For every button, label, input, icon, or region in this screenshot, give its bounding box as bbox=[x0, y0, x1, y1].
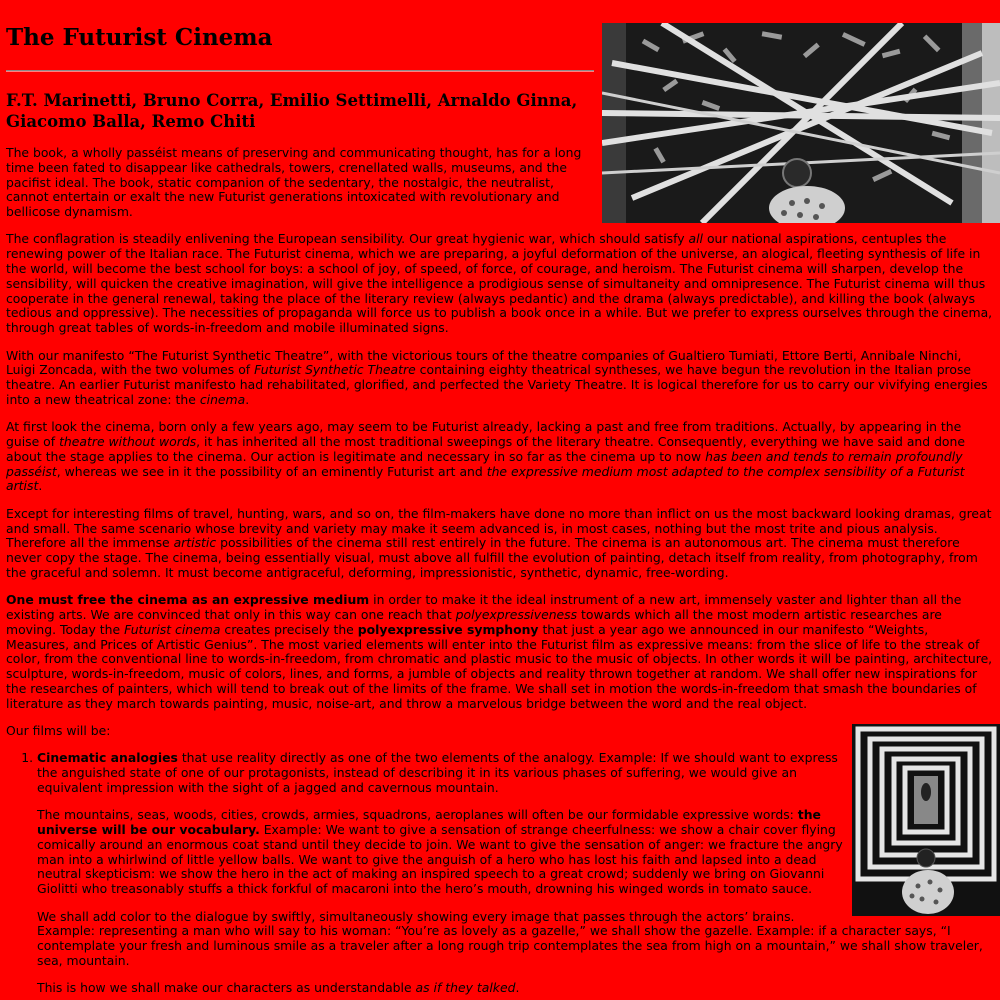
paragraph-6: One must free the cinema as an expressive medium in order to make it the ideal instrument of a new art, immensely vaster and lighter than all the existing arts. We are convinced that only in this way can one reach that polyexpressiveness towards which all the most modern artistic researches are moving. Today the Futurist cinema creates precisely the polyexpressive symphony that just a year ago we announced in our manifesto “Weights, Measures, and Prices of Artistic Genius”. The most varied elements will enter into the Futurist film as expressive means: from the slice of life to the streak of color, from the conventional line to words-in-freedom, from chromatic and plastic music to the music of objects. In other words it will be painting, architecture, sculpture, words-in-freedom, music of colors, lines, and forms, a jumble of objects and reality thrown together at random. We shall offer new inspirations for the researches of painters, which will tend to break out of the limits of the frame. We shall set in motion the words-in-freedom that smash the boundaries of literature as they march towards painting, music, noise-art, and throw a marvelous bridge between the word and the real object. bbox=[6, 592, 993, 711]
paragraph-3: With our manifesto “The Futurist Synthetic Theatre”, with the victorious tours of the theatre companies of Gualtiero Tumiati, Ettore Berti, Annibale Ninchi, Luigi Zoncada, with the two volumes of Futurist Synthetic Theatre containing eighty theatrical syntheses, we have begun the revolution in the Italian prose theatre. An earlier Futurist manifesto had rehabilitated, glorified, and perfected the Variety Theatre. It is logical therefore for us to carry our vivifying energies into a new theatrical zone: the cinema. bbox=[6, 347, 988, 407]
list-item-paragraph-4: This is how we shall make our characters as understandable as if they talked. bbox=[37, 980, 520, 996]
list-item-paragraph-2: The mountains, seas, woods, cities, crowds, armies, squadrons, aeroplanes will often be our formidable expressive words: the universe will be our vocabulary. Example: We want to give a sensation of strange cheerfulness: we show a chair cover flying comically around an enormous coat stand until they decide to join. We want to give the sensation of anger: we fracture the angry man into a whirlwind of little yellow balls. We want to give the anguish of a hero who has lost his faith and lapsed into a dead neutral skepticism: we show the hero in the act of making an inspired speech to a great crowd; suddenly we bring on Giovanni Giolitti who treasonably stuffs a thick forkful of macaroni into the hero’s mouth, drowning his winged words in tomato sauce. bbox=[37, 807, 843, 897]
film-still-illustration bbox=[602, 23, 1000, 223]
paragraph-7: Our films will be: bbox=[6, 723, 111, 739]
list-item-paragraph-3: We shall add color to the dialogue by swiftly, simultaneously showing every image that passes through the actors’ brains. Example: representing a man who will say to his woman: “You’re as lovely as a gazelle,” we shall show the gazelle. Example: if a character says, “I contemplate your fresh and luminous smile as a traveler after a long rough trip contemplates the sea from high on a mountain,” we shall show traveler, sea, mountain. bbox=[37, 908, 983, 968]
list-item-paragraph-1: 1. Cinematic analogies that use reality directly as one of the two elements of the analogy. Example: If we should want to express the anguished state of one of our protagonists, instead of describing it in its various phases of suffering, we would give an equivalent impression with the sight of a jagged and cavernous mountain. bbox=[37, 750, 838, 795]
film-still-image-strings bbox=[602, 23, 1000, 223]
paragraph-1: The book, a wholly passéist means of preserving and communicating thought, has for a long time been fated to disappear like cathedrals, towers, crenellated walls, museums, and the pacifist ideal. The book, static companion of the sedentary, the nostalgic, the neutralist, cannot entertain or exalt the new Futurist generations intoxicated with revolutionary and bellicose dynamism. bbox=[6, 145, 582, 220]
films-list bbox=[6, 751, 994, 996]
paragraph-2: The conflagration is steadily enlivening the European sensibility. Our great hygienic war, which should satisfy all our national aspirations, centuples the renewing power of the Italian race. The Futurist cinema, which we are preparing, a joyful deformation of the universe, an alogical, fleeting synthesis of life in the world, will become the best school for boys: a school of joy, of speed, of force, of courage, and heroism. The Futurist cinema will sharpen, develop the sensibility, will quicken the creative imagination, will give the intelligence a prodigious sense of simultaneity and omnipresence. The Futurist cinema will thus cooperate in the general renewal, taking the place of the literary review (always pedantic) and the drama (always predictable), and killing the book (always tedious and oppressive). The necessities of propaganda will force us to publish a book once in a while. But we prefer to express ourselves through the cinema, through great tables of words-in-freedom and mobile illuminated signs. bbox=[6, 231, 993, 336]
paragraph-5: Except for interesting films of travel, hunting, wars, and so on, the film-makers have done no more than inflict on us the most backward looking dramas, great and small. The same scenario whose brevity and variety may make it seem advanced is, in most cases, nothing but the most trite and pious analysis. Therefore all the immense artistic possibilities of the cinema still rest entirely in the future. The cinema is an autonomous art. The cinema must therefore never copy the stage. The cinema, being essentially visual, must above all fulfill the evolution of painting, detach itself from reality, from photography, from the graceful and solemn. It must become antigraceful, deforming, impressionistic, synthetic, dynamic, free-wording. bbox=[6, 505, 992, 580]
page-title: The Futurist Cinema bbox=[6, 24, 273, 51]
film-still-image-squares bbox=[852, 724, 1000, 916]
divider bbox=[6, 70, 594, 72]
authors-heading: F.T. Marinetti, Bruno Corra, Emilio Settimelli, Arnaldo Ginna, Giacomo Balla, Remo Chiti bbox=[6, 91, 578, 131]
list-item-cinematic-analogies bbox=[37, 751, 994, 996]
film-still-illustration-2 bbox=[852, 724, 1000, 916]
paragraph-4: At first look the cinema, born only a few years ago, may seem to be Futurist already, lacking a past and free from traditions. Actually, by appearing in the guise of theatre without words, it has inherited all the most traditional sweepings of the literary theatre. Consequently, everything we have said and done about the stage applies to the cinema. Our action is legitimate and necessary in so far as the cinema up to now has been and tends to remain profoundly passéist, whereas we see in it the possibility of an eminently Futurist art and the expressive medium most adapted to the complex sensibility of a Futurist artist. bbox=[6, 419, 965, 494]
